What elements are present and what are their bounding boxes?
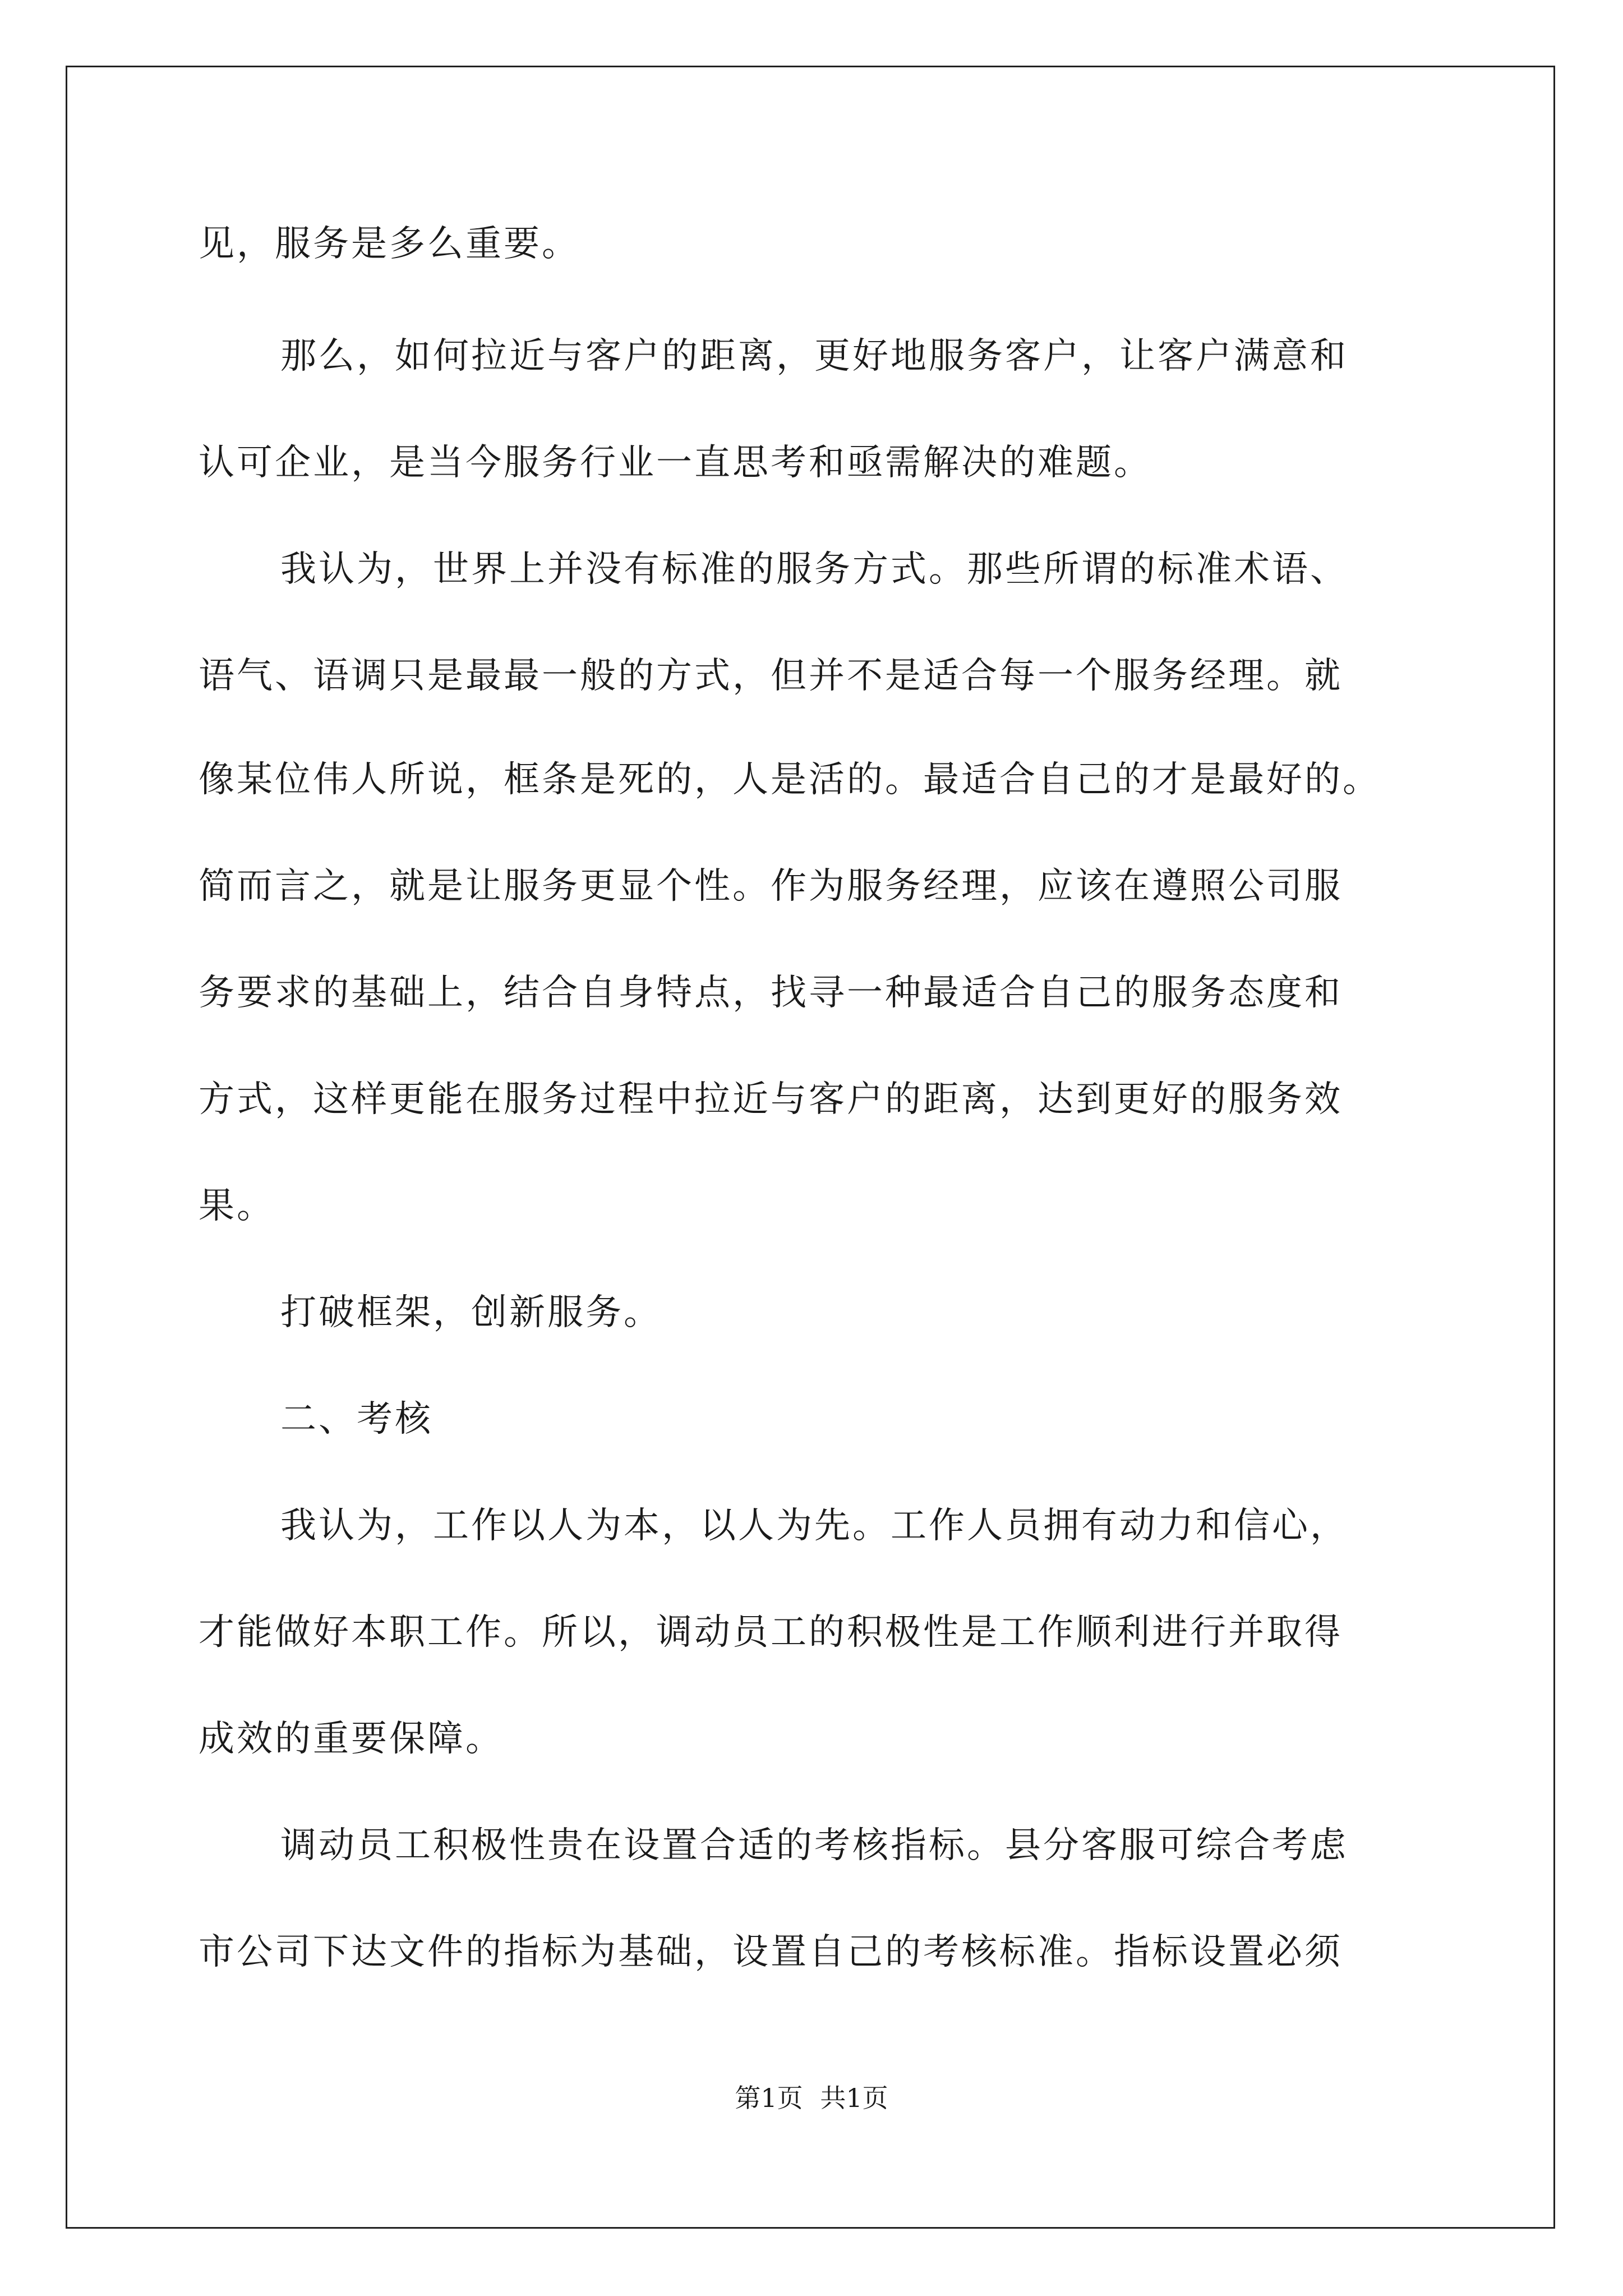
page-number: 第1页 xyxy=(735,2083,803,2113)
text-line: 简而言之，就是让服务更显个性。作为服务经理，应该在遵照公司服 xyxy=(199,866,1343,907)
text-line: 果。 xyxy=(199,1185,275,1227)
text-line: 像某位伟人所说，框条是死的，人是活的。最适合自己的才是最好的。 xyxy=(199,759,1381,800)
text-line: 见，服务是多么重要。 xyxy=(199,223,580,265)
text-line: 我认为，世界上并没有标准的服务方式。那些所谓的标准术语、 xyxy=(280,549,1348,590)
text-line: 语气、语调只是最最一般的方式，但并不是适合每一个服务经理。就 xyxy=(199,655,1343,697)
text-line: 才能做好本职工作。所以，调动员工的积极性是工作顺利进行并取得 xyxy=(199,1612,1343,1653)
page-footer xyxy=(0,2081,1623,2115)
text-line: 成效的重要保障。 xyxy=(199,1718,504,1760)
page-border xyxy=(66,66,1555,2229)
section-heading: 二、考核 xyxy=(280,1398,433,1440)
text-line: 市公司下达文件的指标为基础，设置自己的考核标准。指标设置必须 xyxy=(199,1931,1343,1973)
text-line: 我认为，工作以人为本，以人为先。工作人员拥有动力和信心， xyxy=(280,1505,1348,1547)
text-line: 方式，这样更能在服务过程中拉近与客户的距离，达到更好的服务效 xyxy=(199,1079,1343,1120)
page-total: 共1页 xyxy=(820,2083,888,2113)
text-line: 认可企业，是当今服务行业一直思考和亟需解决的难题。 xyxy=(199,442,1152,484)
text-line: 调动员工积极性贵在设置合适的考核指标。县分客服可综合考虑 xyxy=(280,1825,1348,1866)
text-line: 打破框架，创新服务。 xyxy=(280,1292,662,1333)
text-line: 那么，如何拉近与客户的距离，更好地服务客户，让客户满意和 xyxy=(280,335,1348,377)
text-line: 务要求的基础上，结合自身特点，找寻一种最适合自己的服务态度和 xyxy=(199,972,1343,1014)
